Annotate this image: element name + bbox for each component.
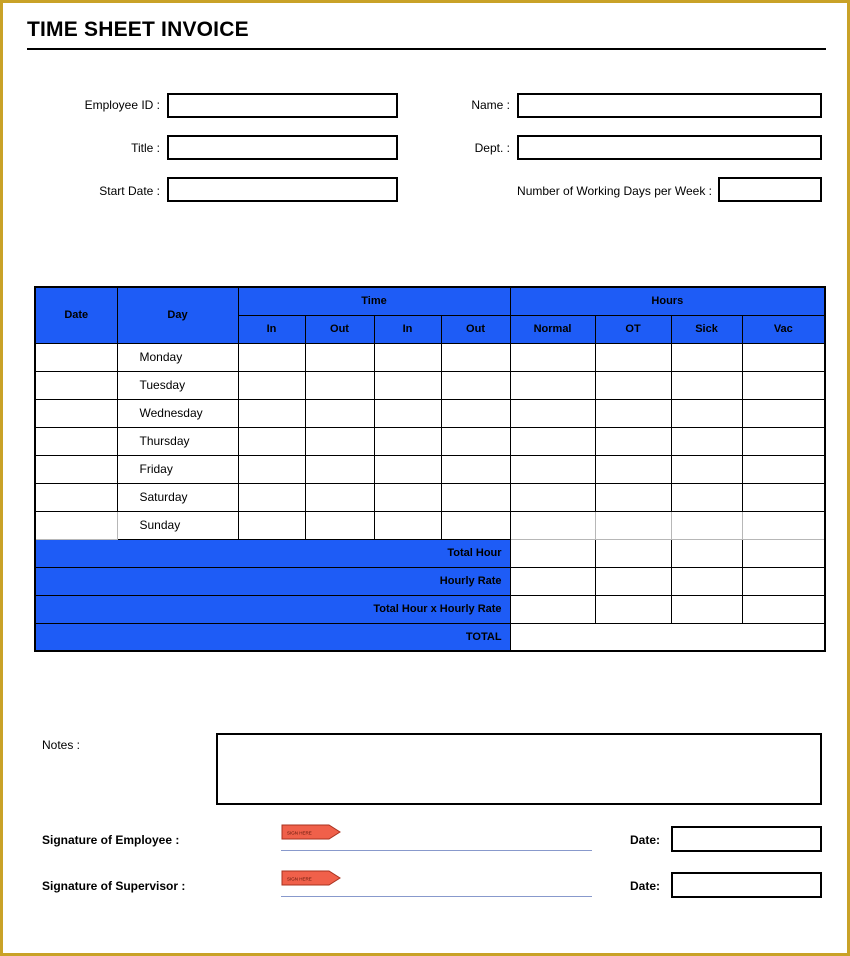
- day-cell: Sunday: [117, 511, 238, 539]
- supervisor-date-input[interactable]: [671, 872, 822, 898]
- total-value-cell[interactable]: [510, 623, 825, 651]
- time-cell[interactable]: [305, 371, 374, 399]
- header-time: Time: [238, 287, 510, 315]
- employee-date-label: Date:: [630, 833, 661, 847]
- summary-row-hourly-rate: [35, 567, 825, 595]
- time-cell[interactable]: [441, 511, 510, 539]
- hours-cell[interactable]: [742, 455, 825, 483]
- hours-cell[interactable]: [671, 595, 742, 623]
- employee-date-input[interactable]: [671, 826, 822, 852]
- hours-cell[interactable]: [595, 371, 671, 399]
- hours-cell[interactable]: [595, 539, 671, 567]
- time-cell[interactable]: [305, 399, 374, 427]
- time-cell[interactable]: [238, 511, 305, 539]
- time-cell[interactable]: [374, 483, 441, 511]
- total-x-rate-label: Total Hour x Hourly Rate: [35, 595, 510, 623]
- table-row: [35, 343, 825, 371]
- hours-cell[interactable]: [510, 567, 595, 595]
- header-ot: OT: [595, 315, 671, 343]
- hours-cell[interactable]: [742, 539, 825, 567]
- table-row: [35, 371, 825, 399]
- title-divider: [27, 48, 826, 50]
- header-sick: Sick: [671, 315, 742, 343]
- title-label: Title :: [131, 141, 160, 155]
- hours-cell[interactable]: [595, 511, 671, 539]
- hours-cell[interactable]: [510, 399, 595, 427]
- sign-here-tag-icon[interactable]: [281, 870, 341, 886]
- time-cell[interactable]: [374, 455, 441, 483]
- date-cell[interactable]: [35, 483, 117, 511]
- hours-cell[interactable]: [595, 483, 671, 511]
- date-cell[interactable]: [35, 455, 117, 483]
- hours-cell[interactable]: [671, 455, 742, 483]
- notes-input[interactable]: [216, 733, 822, 805]
- hours-cell[interactable]: [742, 595, 825, 623]
- summary-row-total-x-rate: [35, 595, 825, 623]
- table-row: [35, 427, 825, 455]
- hours-cell[interactable]: [671, 371, 742, 399]
- time-cell[interactable]: [305, 343, 374, 371]
- hours-cell[interactable]: [595, 399, 671, 427]
- day-cell: Monday: [117, 343, 238, 371]
- hours-cell[interactable]: [510, 511, 595, 539]
- hours-cell[interactable]: [595, 455, 671, 483]
- working-days-label: Number of Working Days per Week :: [517, 184, 712, 198]
- hours-cell[interactable]: [595, 427, 671, 455]
- header-hours: Hours: [510, 287, 825, 315]
- time-cell[interactable]: [374, 343, 441, 371]
- start-date-input[interactable]: [167, 177, 398, 202]
- time-cell[interactable]: [305, 455, 374, 483]
- time-cell[interactable]: [305, 511, 374, 539]
- dept-input[interactable]: [517, 135, 822, 160]
- date-cell[interactable]: [35, 371, 117, 399]
- day-cell: Friday: [117, 455, 238, 483]
- hours-cell[interactable]: [510, 343, 595, 371]
- sign-here-tag-icon[interactable]: [281, 824, 341, 840]
- table-row: [35, 455, 825, 483]
- table-row: [35, 483, 825, 511]
- hours-cell[interactable]: [510, 455, 595, 483]
- supervisor-signature-line[interactable]: [281, 896, 592, 897]
- time-cell[interactable]: [441, 371, 510, 399]
- header-vac: Vac: [742, 315, 825, 343]
- hours-cell[interactable]: [510, 595, 595, 623]
- dept-label: Dept. :: [474, 141, 510, 155]
- summary-row-total: [35, 623, 825, 651]
- sign-here-tag-text: SIGN HERE: [287, 830, 312, 836]
- time-cell[interactable]: [238, 427, 305, 455]
- hours-cell[interactable]: [671, 511, 742, 539]
- name-input[interactable]: [517, 93, 822, 118]
- sign-here-tag-text: SIGN HERE: [287, 876, 312, 882]
- hours-cell[interactable]: [742, 371, 825, 399]
- time-cell[interactable]: [374, 399, 441, 427]
- hours-cell[interactable]: [671, 427, 742, 455]
- timesheet-table: [34, 286, 826, 652]
- time-cell[interactable]: [441, 483, 510, 511]
- hourly-rate-label: Hourly Rate: [35, 567, 510, 595]
- hours-cell[interactable]: [742, 483, 825, 511]
- supervisor-date-label: Date:: [630, 879, 661, 893]
- time-cell[interactable]: [441, 343, 510, 371]
- hours-cell[interactable]: [671, 343, 742, 371]
- table-row: [35, 399, 825, 427]
- header-normal: Normal: [510, 315, 595, 343]
- header-day: Day: [117, 287, 238, 343]
- hours-cell[interactable]: [510, 483, 595, 511]
- date-cell[interactable]: [35, 427, 117, 455]
- header-date: Date: [35, 287, 117, 343]
- time-cell[interactable]: [238, 399, 305, 427]
- header-in-2: In: [374, 315, 441, 343]
- day-cell: Saturday: [117, 483, 238, 511]
- time-cell[interactable]: [305, 427, 374, 455]
- table-row: [35, 511, 825, 539]
- hours-cell[interactable]: [595, 595, 671, 623]
- time-cell[interactable]: [305, 483, 374, 511]
- total-hour-label: Total Hour: [35, 539, 510, 567]
- hours-cell[interactable]: [510, 539, 595, 567]
- time-cell[interactable]: [238, 343, 305, 371]
- hours-cell[interactable]: [510, 371, 595, 399]
- name-label: Name :: [471, 98, 510, 112]
- header-in-1: In: [238, 315, 305, 343]
- title-input[interactable]: [167, 135, 398, 160]
- employee-signature-label: Signature of Employee :: [42, 833, 180, 847]
- hours-cell[interactable]: [742, 511, 825, 539]
- hours-cell[interactable]: [671, 539, 742, 567]
- time-cell[interactable]: [238, 371, 305, 399]
- time-cell[interactable]: [374, 511, 441, 539]
- hours-cell[interactable]: [671, 483, 742, 511]
- date-cell[interactable]: [35, 511, 117, 539]
- hours-cell[interactable]: [742, 567, 825, 595]
- hours-cell[interactable]: [671, 399, 742, 427]
- day-cell: Tuesday: [117, 371, 238, 399]
- header-out-2: Out: [441, 315, 510, 343]
- total-label: TOTAL: [35, 623, 510, 651]
- day-cell: Wednesday: [117, 399, 238, 427]
- working-days-input[interactable]: [718, 177, 822, 202]
- date-cell[interactable]: [35, 343, 117, 371]
- employee-id-input[interactable]: [167, 93, 398, 118]
- employee-id-label: Employee ID :: [84, 98, 160, 112]
- notes-label: Notes :: [42, 738, 81, 752]
- header-out-1: Out: [305, 315, 374, 343]
- hours-cell[interactable]: [595, 343, 671, 371]
- hours-cell[interactable]: [671, 567, 742, 595]
- time-cell[interactable]: [441, 399, 510, 427]
- time-cell[interactable]: [441, 427, 510, 455]
- date-cell[interactable]: [35, 399, 117, 427]
- hours-cell[interactable]: [742, 343, 825, 371]
- hours-cell[interactable]: [742, 427, 825, 455]
- time-cell[interactable]: [374, 371, 441, 399]
- hours-cell[interactable]: [742, 399, 825, 427]
- time-cell[interactable]: [238, 455, 305, 483]
- page-title: TIME SHEET INVOICE: [27, 18, 249, 41]
- hours-cell[interactable]: [510, 427, 595, 455]
- supervisor-signature-label: Signature of Supervisor :: [42, 879, 186, 893]
- employee-signature-line[interactable]: [281, 850, 592, 851]
- time-cell[interactable]: [238, 483, 305, 511]
- summary-row-total-hour: [35, 539, 825, 567]
- start-date-label: Start Date :: [99, 184, 160, 198]
- time-cell[interactable]: [374, 427, 441, 455]
- time-cell[interactable]: [441, 455, 510, 483]
- day-cell: Thursday: [117, 427, 238, 455]
- hours-cell[interactable]: [595, 567, 671, 595]
